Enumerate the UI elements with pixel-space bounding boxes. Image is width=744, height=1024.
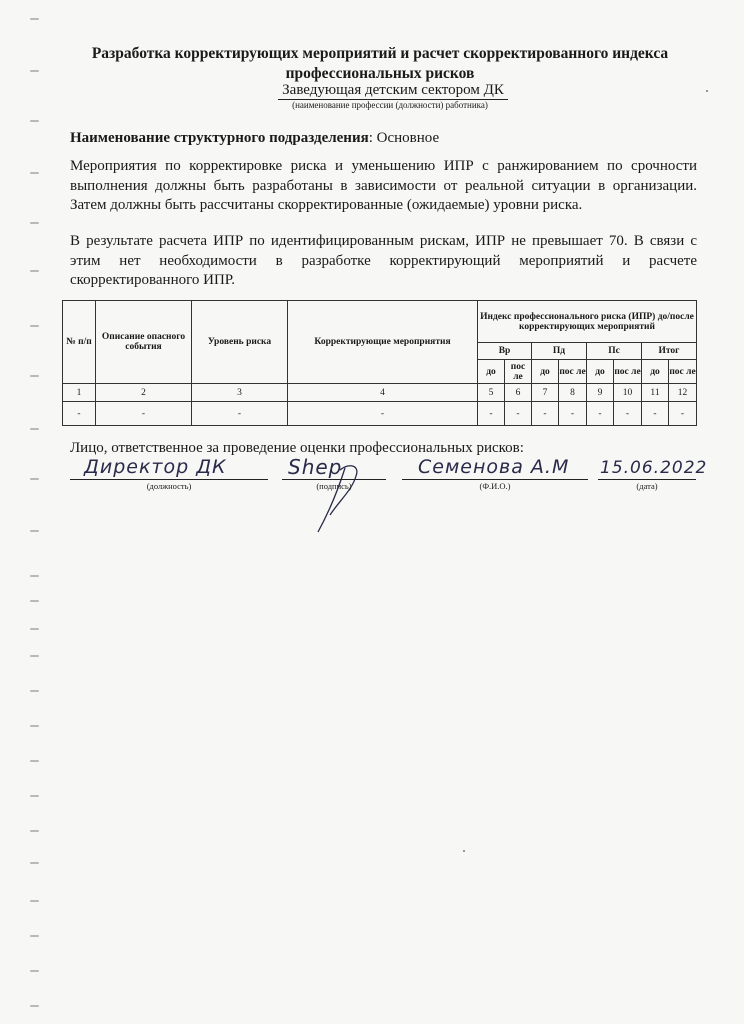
table-cell: - — [63, 402, 96, 426]
responsible-label: Лицо, ответственное за проведение оценки профессиональных рисков: — [70, 440, 524, 456]
title-line-1: Разработка корректирующих мероприятий и расчет скорректированного индекса — [91, 45, 669, 62]
header-num: № п/п — [63, 301, 96, 384]
table-cell: 3 — [192, 384, 288, 402]
table-cell: 9 — [587, 384, 614, 402]
table-cell: 4 — [288, 384, 478, 402]
sub-before: до — [587, 360, 614, 384]
table-cell: - — [505, 402, 532, 426]
profession-caption: (наименование профессии (должности) работника) — [292, 100, 488, 110]
header-level: Уровень риска — [192, 301, 288, 384]
table-cell: 8 — [559, 384, 587, 402]
caption-date: (дата) — [636, 481, 658, 491]
group-ps: Пс — [587, 343, 642, 360]
table-cell: - — [587, 402, 614, 426]
group-itog: Итог — [642, 343, 697, 360]
caption-name: (Ф.И.О.) — [479, 481, 511, 491]
handwritten-date: 15.06.2022 — [600, 458, 708, 478]
scan-speck — [706, 90, 708, 92]
document-title — [60, 44, 700, 84]
caption-signature: (подпись) — [316, 481, 352, 491]
header-measures: Корректирующие мероприятия — [288, 301, 478, 384]
table-cell: 2 — [96, 384, 192, 402]
structural-unit-label: Наименование структурного подразделения — [70, 130, 369, 146]
table-cell: - — [669, 402, 697, 426]
sub-after: пос ле — [669, 360, 697, 384]
table-cell: 11 — [642, 384, 669, 402]
sub-before: до — [478, 360, 505, 384]
sub-after: пос ле — [614, 360, 642, 384]
table-row-data — [63, 402, 697, 426]
name-line — [402, 479, 588, 480]
table-cell: - — [288, 402, 478, 426]
table-cell: - — [642, 402, 669, 426]
sub-after: пос ле — [505, 360, 532, 384]
group-pd: Пд — [532, 343, 587, 360]
structural-unit — [70, 130, 439, 147]
structural-unit-value: : Основное — [368, 130, 440, 146]
sub-before: до — [642, 360, 669, 384]
header-ipr: Индекс профессионального риска (ИПР) до/после корректирующих мероприятий — [478, 301, 697, 343]
table-cell: 12 — [669, 384, 697, 402]
table-cell: - — [614, 402, 642, 426]
table-cell: 7 — [532, 384, 559, 402]
table-cell: - — [559, 402, 587, 426]
table-cell: - — [478, 402, 505, 426]
handwritten-position: Директор ДК — [84, 456, 227, 478]
header-event: Описание опасного события — [96, 301, 192, 384]
profession-name: Заведующая детским сектором ДК — [278, 81, 508, 100]
table-row-numbers — [63, 384, 697, 402]
table-cell: - — [532, 402, 559, 426]
date-line — [598, 479, 696, 480]
caption-position: (должность) — [146, 481, 192, 491]
scan-speck — [463, 850, 465, 852]
table-cell: - — [192, 402, 288, 426]
group-vr: Вр — [478, 343, 532, 360]
title-line-2: профессиональных рисков — [285, 65, 475, 82]
paragraph-measures: Мероприятия по корректировке риска и уменьшению ИПР с ранжированием по срочности выполнения должны быть разработаны в зависимости от реальной ситуации в организации. Затем должны быть рассчитаны скорректированные (ожидаемые) уровни риска. — [70, 158, 697, 213]
sub-before: до — [532, 360, 559, 384]
handwritten-signature: Shep — [288, 455, 343, 479]
table-cell: 1 — [63, 384, 96, 402]
binder-punch-marks — [30, 0, 42, 1024]
ipr-table — [62, 300, 697, 426]
table-cell: - — [96, 402, 192, 426]
table-cell: 6 — [505, 384, 532, 402]
table-cell: 5 — [478, 384, 505, 402]
position-line — [70, 479, 268, 480]
handwritten-name: Семенова А.М — [418, 456, 570, 478]
paragraph-result: В результате расчета ИПР по идентифицированным рискам, ИПР не превышает 70. В связи с этим нет необходимости в разработке корректирующий мероприятий и расчете скорректированного ИПР. — [70, 233, 697, 288]
sub-after: пос ле — [559, 360, 587, 384]
signature-line — [282, 479, 386, 480]
table-cell: 10 — [614, 384, 642, 402]
